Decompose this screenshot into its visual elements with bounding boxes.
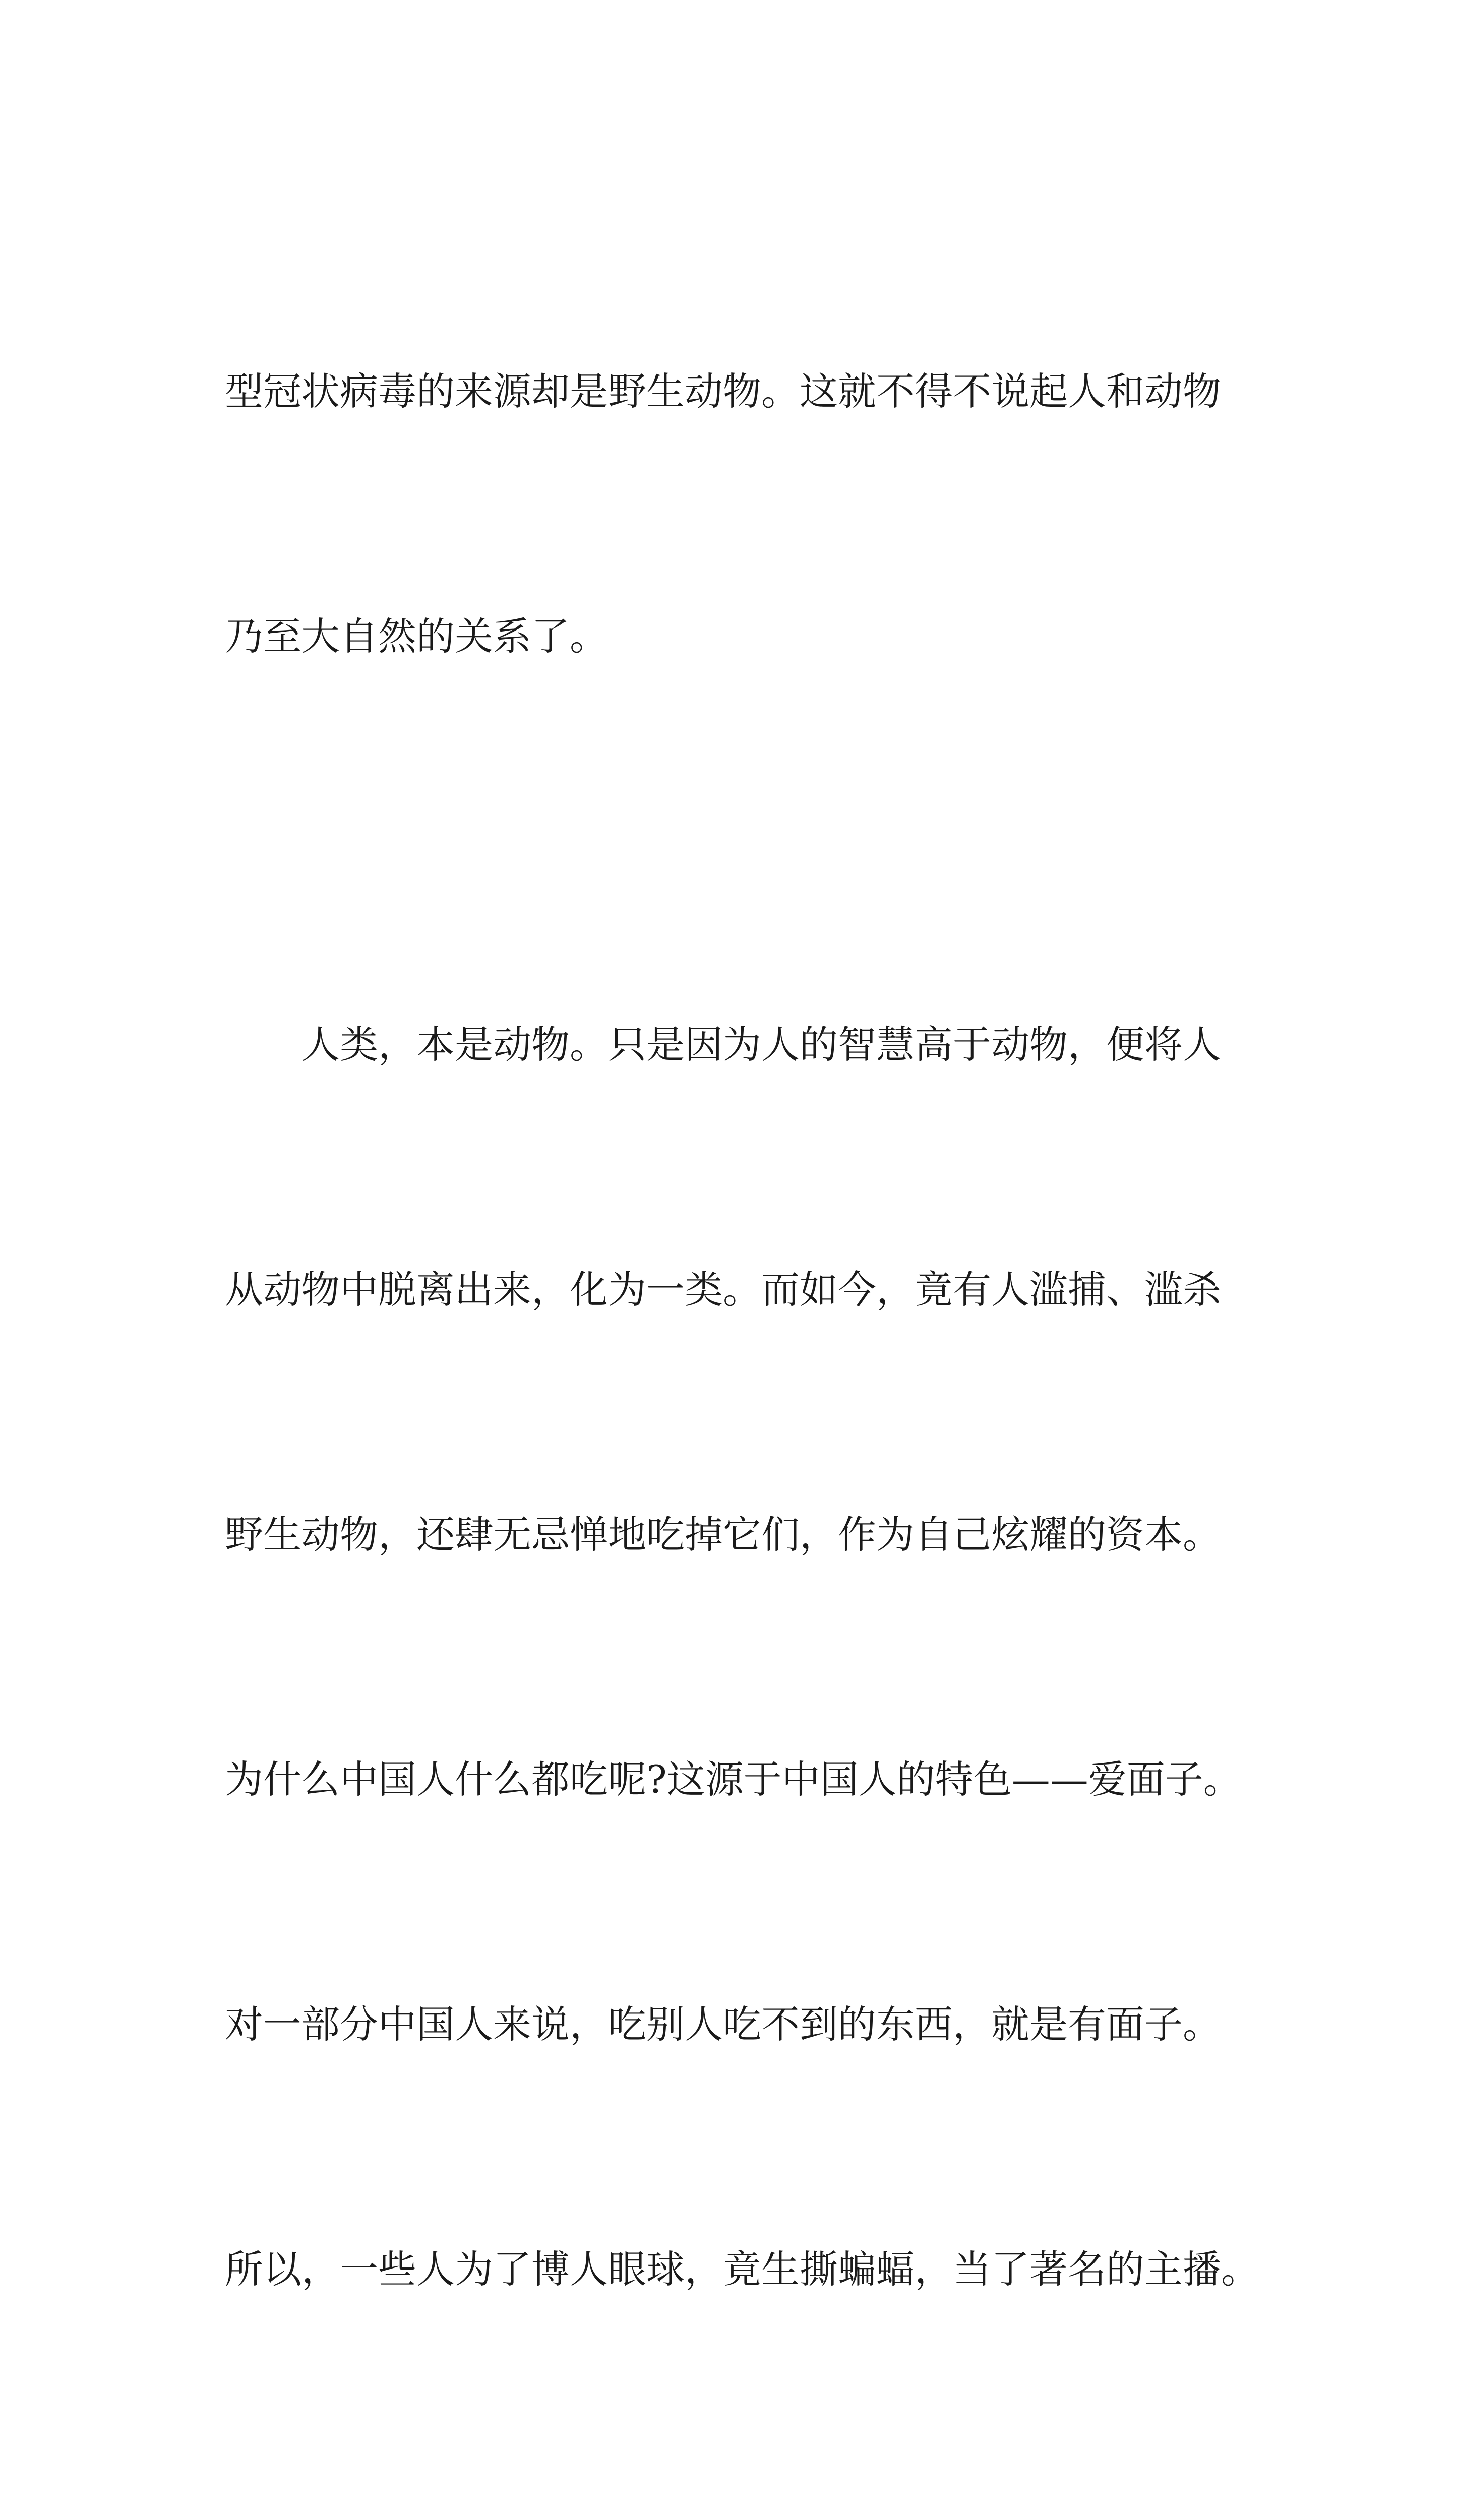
text-line: 野生动物，还肆无忌惮地吃掉它们，作为自己炫耀的资本。 [225,1512,1221,1557]
text-line: 对一部分中国人来说，吃别人吃不到的东西，就是有面子。 [225,2002,1221,2047]
text-line: 为什么中国人什么都吃呢?这源于中国人的特色——爱面子。 [225,1757,1242,1802]
document-body [225,187,1259,2520]
paragraph-1 [225,187,1233,841]
text-line: 人类，本是动物。只是因为人的智慧高于动物，便将人 [225,1022,1221,1067]
text-line: 所以，一些人为了博人眼球，竟生撕蝙蝠，当了著名的主播。 [225,2247,1259,2292]
text-line: 乃至大自然的关系了。 [225,614,608,659]
paragraph-3 [225,2474,1233,2520]
text-line: 型冠状病毒的来源却是野生动物。这就不得不说起人和动物 [225,369,1221,414]
text-line: 从动物中脱离出来，化为一类。而如今，竟有人滥捕、滥杀 [225,1267,1221,1312]
paragraph-2 [225,841,1259,2474]
